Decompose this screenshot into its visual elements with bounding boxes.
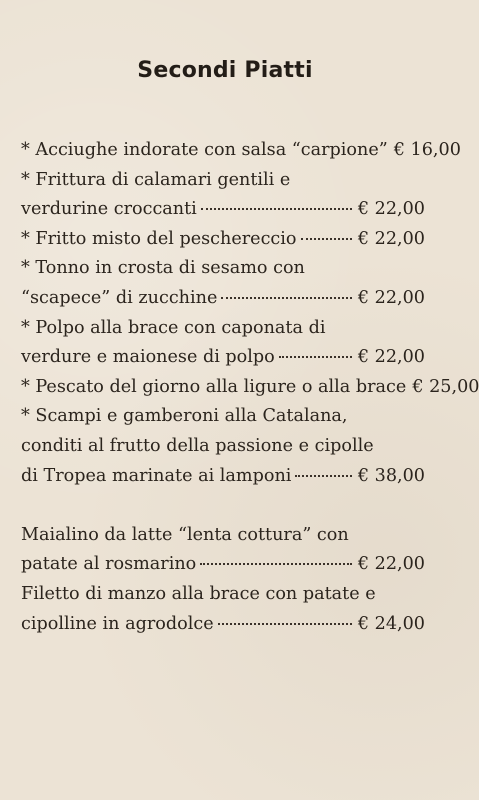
menu-line: [21, 195, 425, 225]
menu-line: [21, 373, 479, 403]
dish-text: * Polpo alla brace con caponata di: [21, 317, 326, 338]
dish-text: verdure e maionese di polpo: [21, 347, 275, 368]
dish-list: [21, 136, 479, 639]
dish-text: di Tropea marinate ai lamponi: [21, 465, 292, 486]
dish-text: * Scampi e gamberoni alla Catalana,: [21, 406, 348, 427]
dish-price: € 22,00: [357, 554, 425, 575]
menu-line: [21, 284, 425, 314]
menu-line: [21, 550, 425, 580]
menu-line: [21, 521, 425, 551]
dot-leader: [200, 563, 352, 565]
dish-price: € 22,00: [357, 287, 425, 308]
dish-text: * Frittura di calamari gentili e: [21, 169, 291, 190]
dish-price: € 24,00: [357, 613, 425, 634]
dish-text: Maialino da latte “lenta cottura” con: [21, 524, 349, 545]
dish-text: * Pescato del giorno alla ligure o alla brace: [21, 376, 407, 397]
dish-text: * Acciughe indorate con salsa “carpione”: [21, 140, 388, 160]
menu-line: [21, 254, 425, 284]
menu-line: [21, 610, 425, 640]
dot-leader: [218, 623, 352, 625]
dish-text: verdurine croccanti: [21, 199, 197, 220]
menu-line: [21, 462, 425, 492]
dish-text: patate al rosmarino: [21, 554, 197, 575]
dish-text: * Fritto misto del peschereccio: [21, 228, 297, 249]
menu-line: [21, 580, 425, 610]
menu-line: [21, 343, 425, 373]
page-title: Secondi Piatti: [137, 58, 313, 83]
section-spacer: [21, 491, 425, 521]
dot-leader: [221, 297, 351, 299]
dish-price: € 22,00: [357, 199, 425, 220]
menu-line: [21, 432, 425, 462]
dot-leader: [201, 208, 352, 210]
menu-line: [21, 136, 461, 166]
dish-price: € 25,00: [412, 376, 479, 397]
dot-leader: [279, 356, 352, 358]
dish-price: € 22,00: [357, 347, 425, 368]
dish-text: * Tonno in crosta di sesamo con: [21, 258, 305, 279]
dish-text: cipolline in agrodolce: [21, 613, 214, 634]
menu-line: [21, 166, 425, 196]
dish-text: conditi al frutto della passione e cipolle: [21, 435, 374, 456]
dot-leader: [295, 475, 351, 477]
dish-text: “scapece” di zucchine: [21, 287, 218, 308]
menu-line: [21, 314, 425, 344]
dish-price: € 38,00: [357, 465, 425, 486]
menu-line: [21, 225, 425, 255]
dot-leader: [301, 238, 352, 240]
dish-text: Filetto di manzo alla brace con patate e: [21, 583, 376, 604]
dish-price: € 16,00: [393, 140, 461, 160]
menu-line: [21, 402, 425, 432]
dish-price: € 22,00: [357, 228, 425, 249]
